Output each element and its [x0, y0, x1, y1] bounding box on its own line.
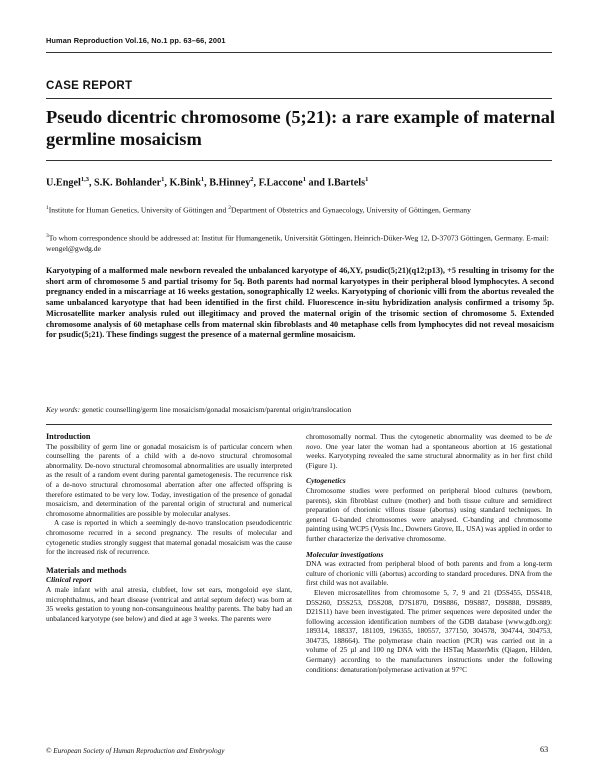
paragraph: Eleven microsatellites from chromosome 5, 7, 9 and 21 (D5S455, D5S418, D5S260, D5S253, D5S208, D7S1870, D9S886, D9S887, D9S888, D9S889, D21S11) have been investigated. The primer sequences were deposited under the following accession identification numbers of the GDB database (www.gdb.org): 189314, 188337, 181109, 196355, 180557, 377150, 304578, 304744, 304753, 304735, 188664). The polymerase chain reaction (PCR) was carried out in a volume of 25 µl and 100 ng DNA with the HSTaq MasterMix (Qiagen, Hilden, Germany) according to the manufacturers instructions under the following conditions: denaturation/polymerase activation at 97°C [306, 587, 552, 674]
keywords-text: genetic counselling/germ line mosaicism/gonadal mosaicism/parental origin/translocation [80, 405, 352, 414]
subsection-heading-cytogenetics: Cytogenetics [306, 476, 346, 486]
copyright-footer: © European Society of Human Reproduction and Embryology [46, 747, 225, 755]
paragraph: The possibility of germ line or gonadal mosaicism is of particular concern when counselling the parents of a child with a de-novo structural chromosomal abnormality. De-novo structural chromosomal abnormalities are usually interpreted as the result of a random event during parental gametogenesis. The recurrence risk of a de-novo structural chromosomal aberration after one affected offspring is therefore estimated to be very low. Today, investigation of the presence of gonadal mosaicism, and determination of the parental origin of structural and numerical chromosome abnormalities are possible by molecular analyses. [46, 441, 292, 518]
author-affiliation-sup: 1 [200, 176, 205, 183]
paragraph: A case is reported in which a seemingly de-novo translocation pseudodicentric chromosome recurred in a second pregnancy. The results of molecular and cytogenetic studies strongly suggest that maternal gonadal mosaicism was the cause for the increased risk of recurrence. [46, 518, 292, 557]
paragraph [306, 432, 552, 470]
author-separator: , [253, 177, 259, 189]
paragraph: Chromosome studies were performed on peripheral blood cultures (newborn, parents), skin fibroblast culture (mother) and both tissue culture and semidirect preparation of chorionic villous tissue (abortus) using standard techniques. In general G-banded chromosomes were analysed. C-banding and chromosome painting using WCP5 (Vysis Inc., Downers Grove, IL, USA) was applied in order to further characterize the derivative chromosome. [306, 485, 552, 543]
affiliation-sup: 2 [228, 205, 231, 211]
author-name: K.Bink [169, 177, 201, 189]
journal-citation: Human Reproduction Vol.16, No.1 pp. 63–66, 2001 [46, 36, 226, 45]
author-separator: , [88, 177, 95, 189]
author-separator: , [204, 177, 210, 189]
author-name: F.Laccone [258, 177, 303, 189]
affiliation-sup: 1 [46, 205, 49, 211]
author-separator: , [164, 177, 170, 189]
correspondence-address [46, 231, 556, 255]
subsection-heading-molecular: Molecular investigations [306, 549, 384, 559]
keywords-label: Key words: [46, 405, 81, 414]
affiliation-text: Department of Obstetrics and Gynaecology, University of Göttingen, Germany [230, 205, 471, 215]
subsection-heading-clinical: Clinical report [46, 575, 92, 585]
title-divider [46, 160, 552, 161]
author-affiliation-sup: 1 [365, 176, 369, 183]
paragraph-text: chromosomally normal. Thus the cytogenetic abnormality was deemed to be [306, 432, 546, 441]
type-divider [46, 98, 552, 99]
author-name: S.K. Bohlander [94, 177, 162, 189]
author-affiliation-sup: 1,3 [80, 176, 89, 183]
header-divider [46, 52, 552, 53]
author-name: I.Bartels [327, 177, 366, 189]
author-name: B.Hinney [209, 177, 251, 189]
affiliation-sup: 3 [46, 233, 49, 239]
paragraph: A male infant with anal atresia, clubfeet, low set ears, mongoloid eye slant, microphthalmus, and heart disease (ventrical and atrial septum defect) was born at 35 weeks gestation to young non-consanguineous healthy parents. The baby had an unbalanced karyotype (see below) and died at age 3 weeks. The parents were [46, 584, 292, 623]
affiliation-institutes [46, 203, 556, 216]
left-column [46, 432, 292, 623]
author-separator: and [305, 177, 328, 189]
paragraph-emphasis: de novo [306, 432, 552, 451]
keywords-divider [46, 424, 552, 425]
correspondence-text: To whom correspondence should be addressed at: Institut für Humangenetik, Universität Göttingen, Heinrich-Düker-Weg 12, D-37073 Göttingen, Germany. E-mail: wengel@gwdg.de [46, 233, 549, 254]
section-heading-introduction: Introduction [46, 432, 91, 441]
keywords [46, 405, 554, 414]
right-column [306, 432, 552, 674]
article-title: Pseudo dicentric chromosome (5;21): a rare example of maternal germline mosaicism [46, 107, 556, 149]
abstract: Karyotyping of a malformed male newborn revealed the unbalanced karyotype of 46,XY, psudic(5;21)(q12;p13), +5 resulting in trisomy for the short arm of chromosome 5 and partial trisomy for 5q. Both parents had normal karyotypes in their peripheral blood lymphocytes. A second pregnancy ended in a miscarriage at 16 weeks gestation, sonographically 12 weeks. Karyotyping of chorionic villi from the abortus revealed the same unbalanced karyotype that had been identified in the first child. Fluorescence in-situ hybridization analysis confirmed a trisomy 5p. Microsatellite marker analysis ruled out illegitimacy and proved the maternal origin of the trisomic section of chromosome 5. Extended chromosome analysis of 60 metaphase cells from maternal skin fibroblasts and 40 metaphase cells from lymphocytes did not reveal mosaicism for psudic(5;21). These findings suggest the presence of a maternal germline mosaicism. [46, 266, 554, 340]
paragraph-text: . One year later the woman had a spontaneous abortion at 16 gestational weeks. Karyotyping revealed the same structural abnormality as in her first child (Figure 1). [306, 441, 552, 470]
section-heading-methods: Materials and methods [46, 565, 127, 575]
author-list [46, 176, 556, 188]
author-affiliation-sup: 1 [302, 176, 306, 183]
paragraph: DNA was extracted from peripheral blood of both parents and from a long-term culture of chorionic villi (abortus) according to standard procedures. DNA from the first child was not available. [306, 559, 552, 588]
affiliation-text: Institute for Human Genetics, University of Göttingen and [48, 205, 229, 215]
article-type: CASE REPORT [46, 80, 133, 92]
author-affiliation-sup: 2 [250, 176, 254, 183]
page-number: 63 [540, 745, 549, 754]
author-name: U.Engel [46, 177, 81, 189]
author-affiliation-sup: 1 [161, 176, 165, 183]
